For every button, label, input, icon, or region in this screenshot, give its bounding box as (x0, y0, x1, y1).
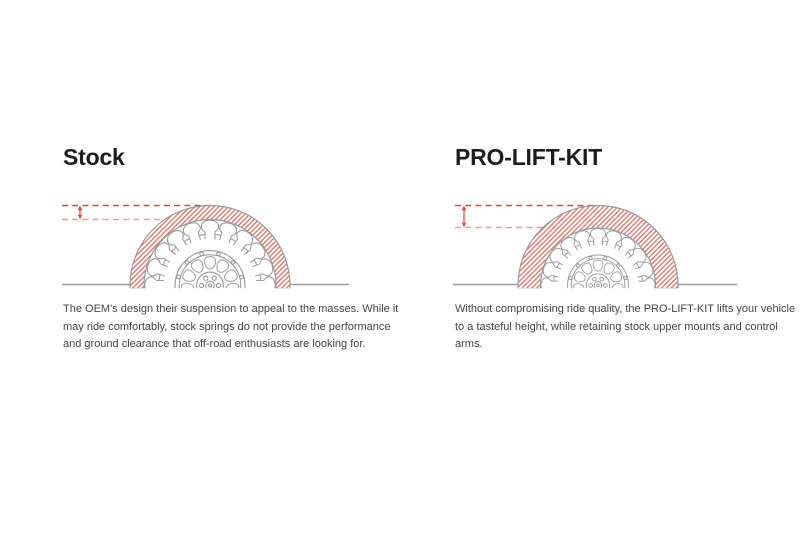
description-line: and ground clearance that off-road enthusiasts are looking for. (63, 338, 366, 350)
stock-description (63, 301, 398, 354)
height-dimension-arrow-icon (78, 206, 83, 220)
pro-lift-kit-description (455, 301, 795, 354)
stock-diagram (58, 195, 398, 290)
description-line: to a tasteful height, while retaining stock upper mounts and control (455, 320, 778, 333)
pro-lift-kit-title: PRO-LIFT-KIT (455, 144, 603, 170)
description-line: may ride comfortably, stock springs do not provide the performance (63, 320, 391, 333)
description-line: arms. (455, 338, 483, 350)
description-line: The OEM's design their suspension to appeal to the masses. While it (63, 303, 399, 315)
height-dimension-arrow-icon (462, 206, 467, 228)
stock-title: Stock (63, 144, 125, 170)
description-line: Without compromising ride quality, the PRO-LIFT-KIT lifts your vehicle (455, 303, 796, 315)
pro-lift-kit-diagram (450, 195, 750, 290)
